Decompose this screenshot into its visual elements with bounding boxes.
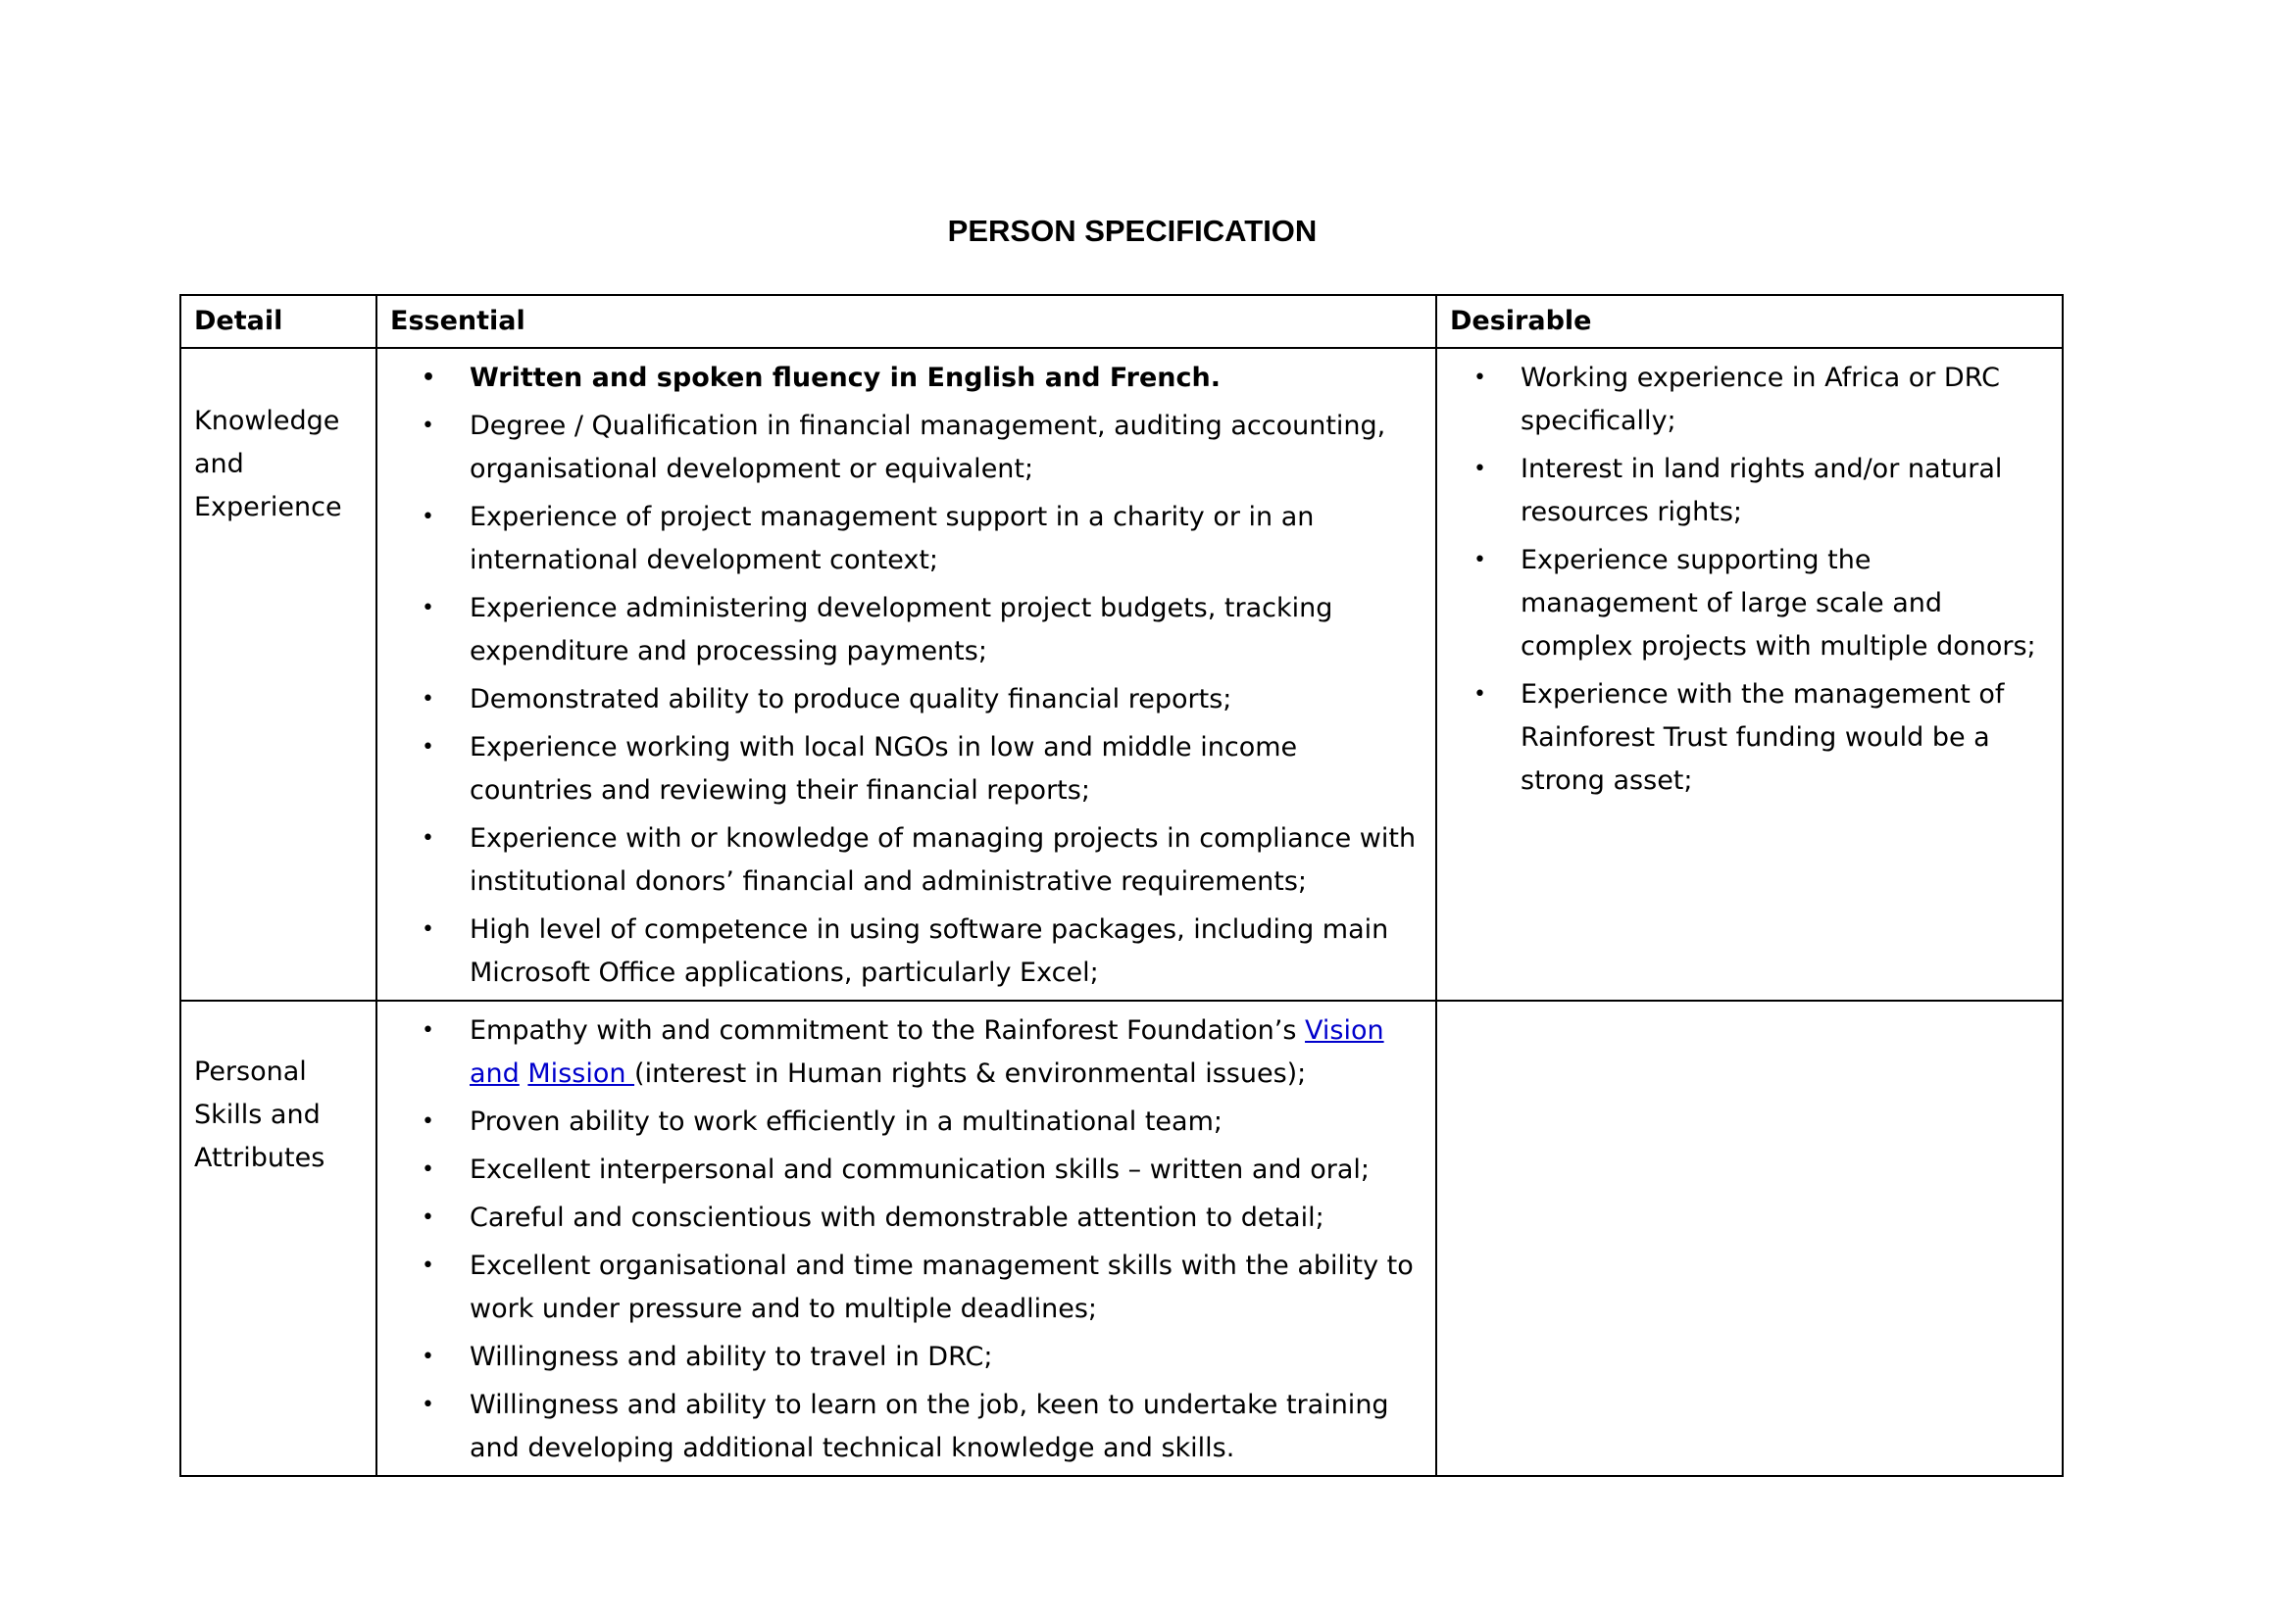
list-item: • Written and spoken fluency in English and French. [390,357,1423,400]
list-item [390,1009,1423,1096]
detail-cell [180,348,376,1001]
essential-list [390,357,1423,995]
list-item: • Excellent interpersonal and communication skills – written and oral; [390,1149,1423,1192]
list-item: • Experience administering development project budgets, tracking expenditure and processing payments; [390,587,1423,673]
detail-label: Knowledge and Experience [194,406,342,522]
list-item: • High level of competence in using software packages, including main Microsoft Office applications, particularly Excel; [390,909,1423,995]
essential-cell [376,1001,1436,1476]
list-item: • Experience with or knowledge of managing projects in compliance with institutional donors’ financial and administrative requirements; [390,817,1423,904]
essential-list [390,1009,1423,1470]
and-link[interactable]: and [470,1058,520,1089]
list-item: • Working experience in Africa or DRC specifically; [1450,357,2049,443]
list-item: • Willingness and ability to travel in DRC; [390,1336,1423,1379]
desirable-cell [1436,1001,2063,1476]
desirable-cell [1436,348,2063,1001]
list-item: • Experience of project management support in a charity or in an international development context; [390,496,1423,582]
list-item-text: Empathy with and commitment to the Rainforest Foundation’s [470,1015,1306,1046]
detail-label: Personal Skills and Attributes [194,1057,325,1173]
header-detail: Detail [180,295,376,348]
list-item: • Interest in land rights and/or natural resources rights; [1450,448,2049,534]
header-essential: Essential [376,295,1436,348]
table-header-row [180,295,2063,348]
list-item: • Degree / Qualification in financial management, auditing accounting, organisational development or equivalent; [390,405,1423,491]
list-item: • Experience with the management of Rainforest Trust funding would be a strong asset; [1450,673,2049,803]
header-desirable: Desirable [1436,295,2063,348]
list-item: • Excellent organisational and time management skills with the ability to work under pressure and to multiple deadlines; [390,1245,1423,1331]
page-title: PERSON SPECIFICATION [947,214,1318,248]
mission-link[interactable]: Mission [527,1058,635,1089]
list-item: • Experience working with local NGOs in low and middle income countries and reviewing their financial reports; [390,726,1423,812]
vision-link[interactable]: Vision [1305,1015,1384,1046]
list-item-text: (interest in Human rights & environmental issues); [634,1058,1307,1089]
list-item: • Proven ability to work efficiently in a multinational team; [390,1101,1423,1144]
person-specification-table [179,294,2064,1477]
table-row-personal [180,1001,2063,1476]
desirable-list [1450,357,2049,803]
list-item: • Careful and conscientious with demonstrable attention to detail; [390,1197,1423,1240]
list-item: • Willingness and ability to learn on the job, keen to undertake training and developing additional technical knowledge and skills. [390,1384,1423,1470]
list-item: • Experience supporting the management of large scale and complex projects with multiple donors; [1450,539,2049,668]
detail-cell [180,1001,376,1476]
list-item: • Demonstrated ability to produce quality financial reports; [390,678,1423,721]
table-row-knowledge [180,348,2063,1001]
essential-cell [376,348,1436,1001]
